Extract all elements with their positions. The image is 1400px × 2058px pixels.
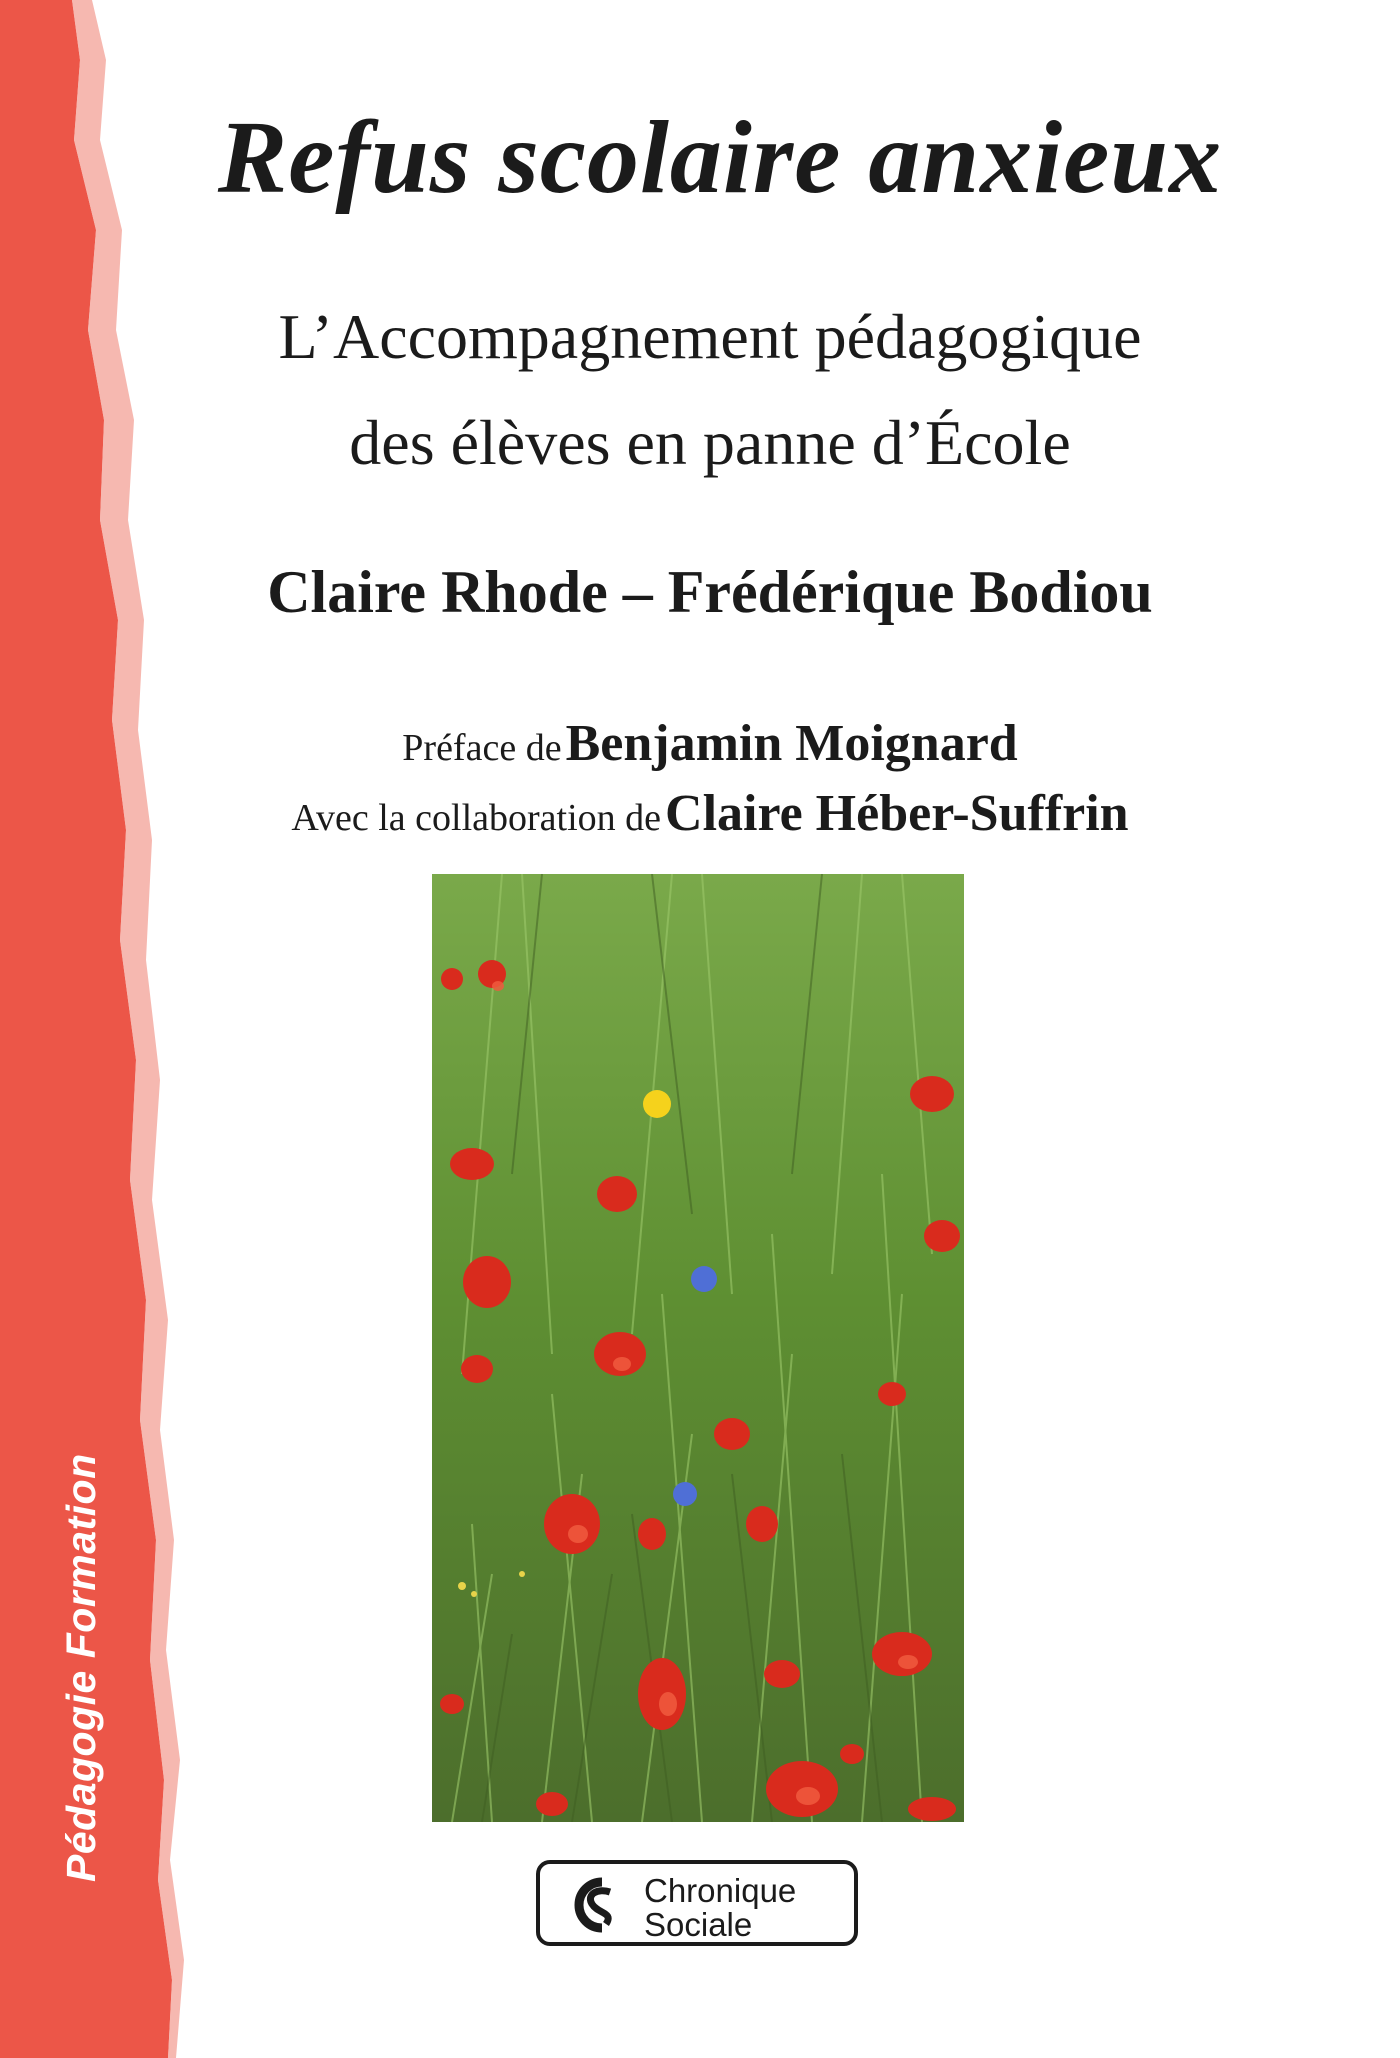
preface-credit [120, 714, 1300, 773]
preface-name: Benjamin Moignard [565, 715, 1018, 772]
collaboration-credit [120, 784, 1300, 843]
subtitle-line-1: L’Accompagnement pédagogique [278, 301, 1142, 372]
publisher-name [644, 1874, 796, 1942]
preface-prefix: Préface de [402, 727, 562, 769]
cornflower [673, 1482, 697, 1506]
publisher-logo [536, 1860, 858, 1946]
book-title: Refus scolaire anxieux [217, 100, 1223, 215]
series-label: Pédagogie Formation [58, 1453, 104, 1882]
chronique-sociale-logo-icon [562, 1874, 624, 1936]
book-subtitle [120, 284, 1300, 496]
collab-name: Claire Héber-Suffrin [665, 785, 1129, 842]
collab-prefix: Avec la collaboration de [291, 797, 662, 839]
book-authors: Claire Rhode – Frédérique Bodiou [267, 559, 1153, 625]
publisher-line-2: Sociale [644, 1906, 753, 1943]
cornflower [691, 1266, 717, 1292]
poppy-meadow-image [432, 874, 964, 1822]
subtitle-line-2: des élèves en panne d’École [349, 407, 1071, 478]
cover-photo [432, 874, 964, 1822]
publisher-line-1: Chronique [644, 1872, 797, 1909]
yellow-flower [643, 1090, 671, 1118]
